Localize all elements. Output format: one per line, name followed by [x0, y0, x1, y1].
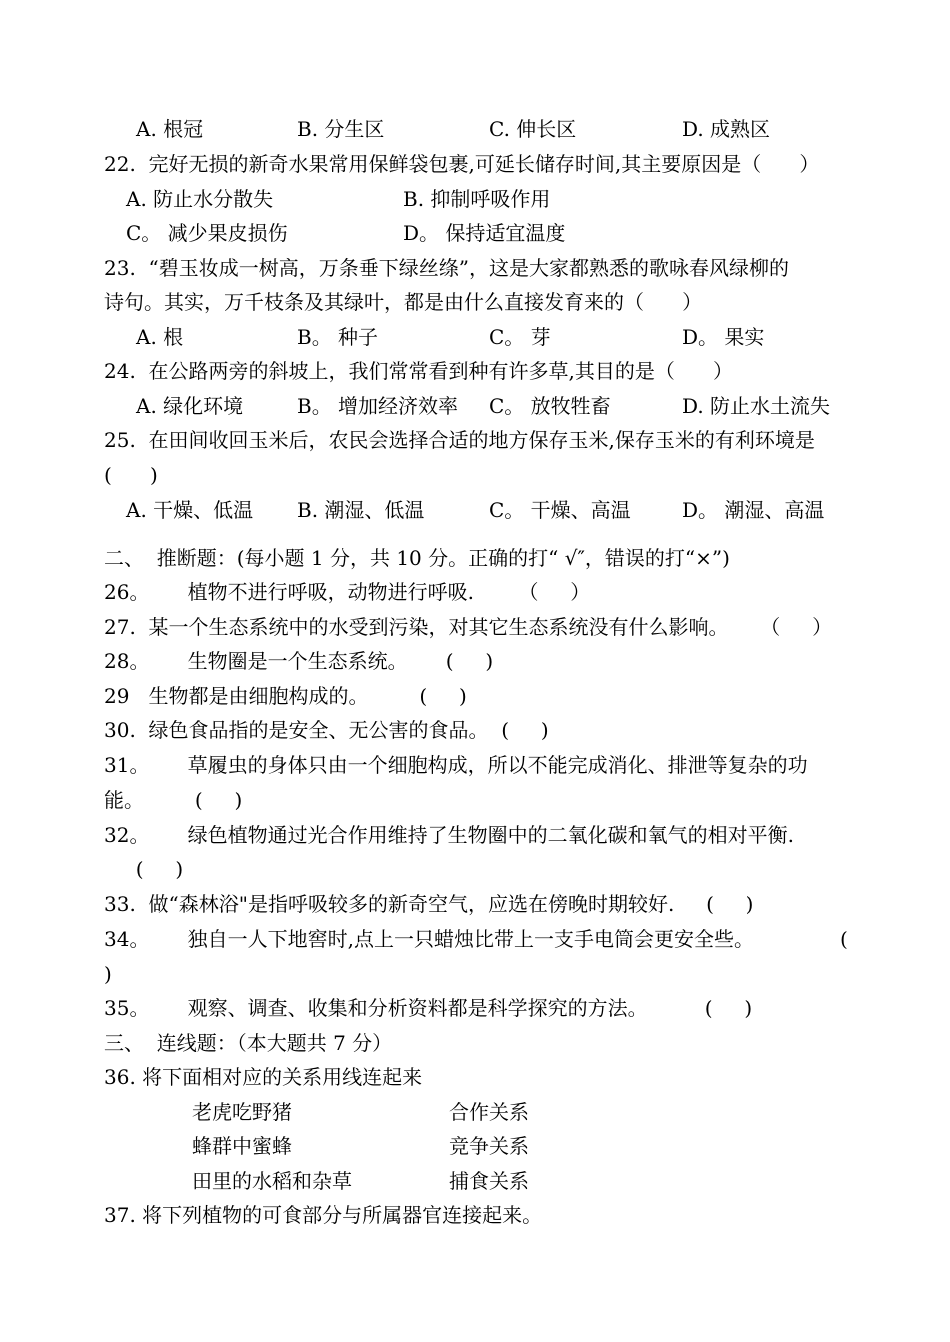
q34-line2: ): [104, 962, 112, 986]
q22-option-d: D。 保持适宜温度: [403, 221, 566, 245]
q34-paren-open: (: [840, 927, 848, 951]
q25-option-a: A. 干燥、低温: [126, 498, 254, 522]
q36-right-item: 合作关系: [449, 1100, 529, 1124]
q24-option-a: A. 绿化环境: [136, 394, 244, 418]
q31-line1: 31。 草履虫的身体只由一个细胞构成，所以不能完成消化、排泄等复杂的功: [104, 753, 808, 777]
q34-line1: 34。 独自一人下地窖时,点上一只蜡烛比带上一支手电筒会更安全些。: [104, 927, 754, 951]
section3-title: 三、 连线题：（本大题共 7 分）: [104, 1031, 393, 1055]
q21-option-d: D. 成熟区: [682, 117, 771, 141]
q23-option-d: D。 果实: [682, 325, 765, 349]
q30: 30. 绿色食品指的是安全、无公害的食品。 ( ): [104, 718, 549, 742]
q25-option-b: B. 潮湿、低温: [297, 498, 425, 522]
q21-option-b: B. 分生区: [297, 117, 385, 141]
q21-option-a: A. 根冠: [136, 117, 204, 141]
q25-option-c: C。 干燥、高温: [489, 498, 631, 522]
q22-option-b: B. 抑制呼吸作用: [403, 187, 551, 211]
q36-left-item: 老虎吃野猪: [192, 1100, 292, 1124]
q36-right-item: 捕食关系: [449, 1169, 529, 1193]
q35: 35。 观察、调查、收集和分析资料都是科学探究的方法。 ( ): [104, 996, 753, 1020]
q23-option-b: B。 种子: [297, 325, 379, 349]
q33: 33. 做“森林浴"是指呼吸较多的新奇空气，应选在傍晚时期较好. ( ): [104, 892, 754, 916]
q36-right-item: 竞争关系: [449, 1134, 529, 1158]
q36-stem: 36. 将下面相对应的关系用线连起来: [104, 1065, 423, 1089]
q24-option-d: D. 防止水土流失: [682, 394, 831, 418]
q22-option-a: A. 防止水分散失: [126, 187, 274, 211]
q22-option-c: C。 减少果皮损伤: [126, 221, 288, 245]
q24-stem: 24. 在公路两旁的斜坡上，我们常常看到种有许多草,其目的是（ ）: [104, 359, 734, 383]
q36-left-item: 田里的水稻和杂草: [192, 1169, 352, 1193]
q24-option-c: C。 放牧牲畜: [489, 394, 611, 418]
q25-stem-line2: ( ): [104, 463, 158, 487]
q24-option-b: B。 增加经济效率: [297, 394, 459, 418]
q22-stem: 22. 完好无损的新奇水果常用保鲜袋包裹,可延长储存时间,其主要原因是（ ）: [104, 152, 820, 176]
q23-stem-line1: 23. “碧玉妆成一树高，万条垂下绿丝绦”，这是大家都熟悉的歌咏春风绿柳的: [104, 256, 789, 280]
q32-line1: 32。 绿色植物通过光合作用维持了生物圈中的二氧化碳和氧气的相对平衡.: [104, 823, 794, 847]
q25-option-d: D。 潮湿、高温: [682, 498, 825, 522]
q23-stem-line2: 诗句。其实，万千枝条及其绿叶，都是由什么直接发育来的（ ）: [104, 290, 703, 314]
q36-left-item: 蜂群中蜜蜂: [192, 1134, 292, 1158]
q31-line2: 能。 ( ): [104, 788, 243, 812]
section2-title: 二、 推断题：(每小题 1 分，共 10 分。正确的打“ √″，错误的打“×”): [104, 546, 730, 570]
q26: 26。 植物不进行呼吸，动物进行呼吸. （ ）: [104, 580, 591, 604]
q37-stem: 37. 将下列植物的可食部分与所属器官连接起来。: [104, 1203, 543, 1227]
q25-stem-line1: 25. 在田间收回玉米后，农民会选择合适的地方保存玉米,保存玉米的有利环境是: [104, 428, 815, 452]
q23-option-c: C。 芽: [489, 325, 551, 349]
q23-option-a: A. 根: [136, 325, 184, 349]
q21-option-c: C. 伸长区: [489, 117, 577, 141]
q27: 27. 某一个生态系统中的水受到污染，对其它生态系统没有什么影响。 （ ）: [104, 615, 833, 639]
q32-line2: ( ): [104, 857, 184, 881]
q29: 29 生物都是由细胞构成的。 ( ): [104, 684, 467, 708]
q28: 28。 生物圈是一个生态系统。 ( ): [104, 649, 494, 673]
